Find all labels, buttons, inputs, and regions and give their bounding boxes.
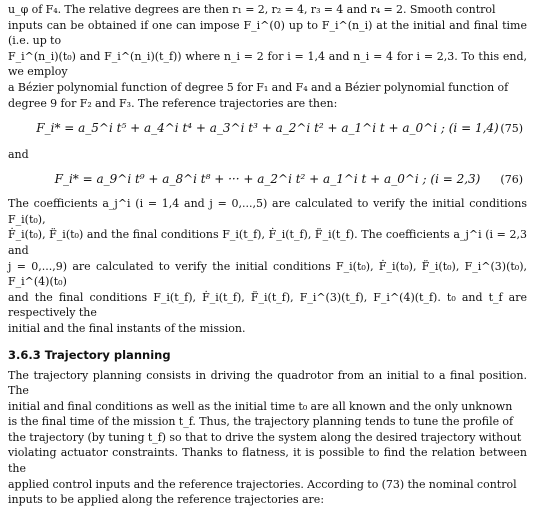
text-line: inputs to be applied along the reference trajectories are: [8,493,325,507]
text-line: inputs can be obtained if one can impose F_i^(0) up to F_i^(n_i) at the initial and final time (i.e. up to [8,18,527,48]
equation-76 [8,162,527,196]
text-line: is the final time of the mission t_f. Thus, the trajectory planning tends to tune the profile of [8,415,514,429]
coefficients-paragraph [8,196,527,336]
section-heading: 3.6.3 Trajectory planning [8,347,171,362]
equation-number: (76) [500,172,523,186]
text-line: degree 9 for F₂ and F₃. The reference trajectories are then: [8,96,338,110]
equation-number: (75) [500,121,523,135]
equation-expression: F_i* = a_5^i t⁵ + a_4^i t⁴ + a_3^i t³ + a_2^i t² + a_1^i t + a_0^i ; (i = 1,4) [36,121,499,136]
text-line: initial and the final instants of the mission. [8,321,246,335]
text-line: and the final conditions F_i(t_f), Ḟ_i(t_f), F̈_i(t_f), F_i^(3)(t_f), F_i^(4)(t_f). t₀ and t_f are respectively the [8,290,527,320]
trajectory-paragraph [8,368,527,508]
equation-75 [8,111,527,145]
text-line: the trajectory (by tuning t_f) so that to drive the system along the desired trajectory without [8,430,522,444]
text-line: applied control inputs and the reference trajectories. According to (73) the nominal control [8,477,517,491]
connector-text: and [8,148,29,162]
text-line: Ḟ_i(t₀), F̈_i(t₀) and the final conditions F_i(t_f), Ḟ_i(t_f), F̈_i(t_f). The coefficients a_j^i (i = 2,3 and [8,228,527,257]
text-line: u_φ of F₄. The relative degrees are then r₁ = 2, r₂ = 4, r₃ = 4 and r₄ = 2. Smooth control [8,3,496,16]
intro-paragraph [8,0,527,111]
text-line: j = 0,...,9) are calculated to verify the initial conditions F_i(t₀), Ḟ_i(t₀), F̈_i(t₀), F_i^(3)(t₀), F_i^(4)(t₀) [8,259,527,289]
text-line: The trajectory planning consists in driving the quadrotor from an initial to a final position. The [8,368,527,398]
text-line: The coefficients a_j^i (i = 1,4 and j = 0,...,5) are calculated to verify the initial conditions F_i(t₀), [8,197,527,226]
equation-expression: F_i* = a_9^i t⁹ + a_8^i t⁸ + ··· + a_2^i t² + a_1^i t + a_0^i ; (i = 2,3) [54,172,481,187]
text-line: violating actuator constraints. Thanks to flatness, it is possible to find the relation between the [8,446,527,476]
text-line: initial and final conditions as well as the initial time t₀ are all known and the only unknown [8,399,513,413]
text-line: a Bézier polynomial function of degree 5 for F₁ and F₄ and a Bézier polynomial function of [8,80,509,94]
text-line: F_i^(n_i)(t₀) and F_i^(n_i)(t_f)) where n_i = 2 for i = 1,4 and n_i = 4 for i = 2,3. To this end, we employ [8,49,527,79]
